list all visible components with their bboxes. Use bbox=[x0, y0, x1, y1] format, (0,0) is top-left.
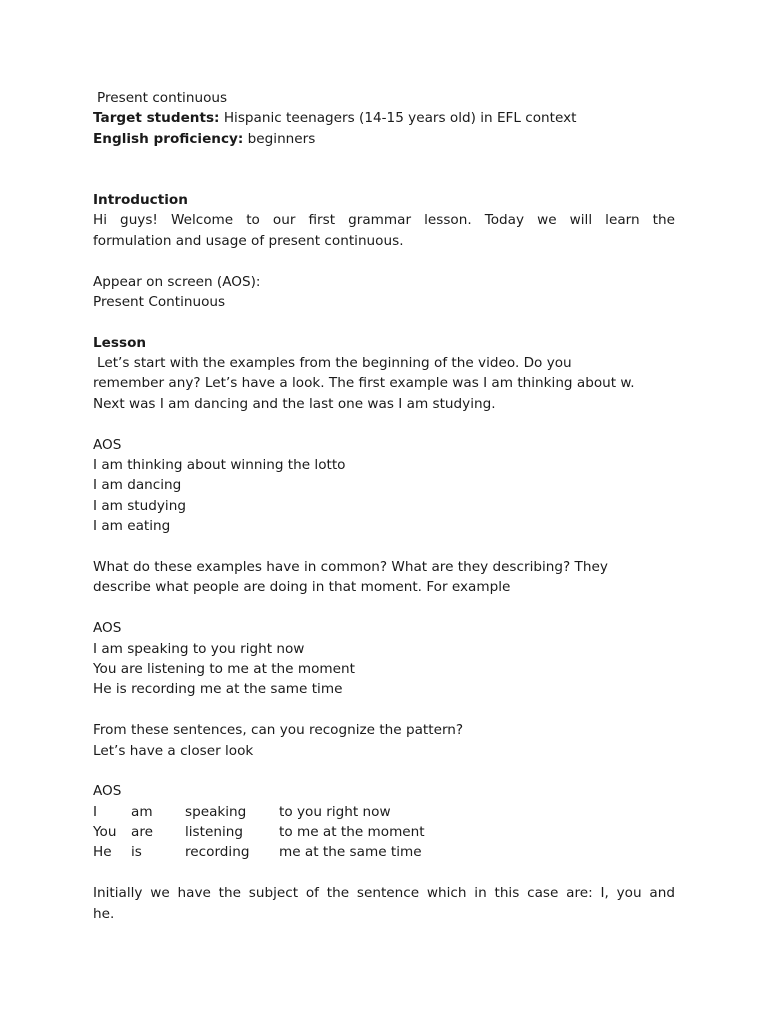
aos-label: AOS bbox=[93, 783, 122, 800]
spacer bbox=[93, 537, 675, 557]
target-students-value: Hispanic teenagers (14-15 years old) in EFL context bbox=[219, 110, 577, 127]
proficiency-value: beginners bbox=[243, 130, 316, 147]
introduction-line-1: Hi guys! Welcome to our first grammar lesson. Today we will learn the bbox=[93, 212, 675, 229]
spacer bbox=[93, 761, 675, 781]
pattern-subject: He bbox=[93, 844, 112, 861]
pattern-verb: speaking bbox=[185, 803, 247, 820]
lesson-para1-line: Let’s start with the examples from the beginning of the video. Do you bbox=[97, 355, 572, 372]
spacer bbox=[93, 149, 675, 190]
introduction-line-2: formulation and usage of present continuous. bbox=[93, 232, 404, 249]
aos-example: I am studying bbox=[93, 497, 186, 514]
spacer bbox=[93, 700, 675, 720]
aos-text-intro: Present Continuous bbox=[93, 293, 226, 310]
pattern-aux: am bbox=[131, 803, 153, 820]
pattern-aux: is bbox=[131, 844, 142, 861]
aos-label-intro: Appear on screen (AOS): bbox=[93, 273, 261, 290]
lesson-para4-line: Initially we have the subject of the sentence which in this case are: I, you and bbox=[93, 885, 675, 902]
pattern-row bbox=[93, 822, 675, 842]
pattern-verb: recording bbox=[185, 844, 250, 861]
aos-example: I am speaking to you right now bbox=[93, 640, 305, 657]
topic-title: Present continuous bbox=[97, 90, 228, 106]
aos-example: I am thinking about winning the lotto bbox=[93, 457, 346, 474]
proficiency-label: English proficiency: bbox=[93, 130, 244, 147]
aos-example: He is recording me at the same time bbox=[93, 681, 343, 698]
lesson-para2-line: What do these examples have in common? What are they describing? They bbox=[93, 559, 608, 575]
aos-example: I am dancing bbox=[93, 477, 182, 494]
pattern-subject: You bbox=[93, 824, 117, 841]
proficiency-line bbox=[93, 129, 675, 149]
spacer bbox=[93, 312, 675, 332]
pattern-complement: to me at the moment bbox=[279, 824, 425, 841]
lesson-para4-line: he. bbox=[93, 905, 115, 922]
spacer bbox=[93, 863, 675, 883]
pattern-row bbox=[93, 842, 675, 862]
pattern-complement: me at the same time bbox=[279, 844, 422, 861]
pattern-aux: are bbox=[131, 824, 153, 841]
pattern-row bbox=[93, 802, 675, 822]
introduction-heading: Introduction bbox=[93, 191, 188, 208]
spacer bbox=[93, 414, 675, 434]
lesson-para2-line: describe what people are doing in that moment. For example bbox=[93, 579, 511, 596]
aos-label: AOS bbox=[93, 436, 122, 453]
lesson-para3-line: Let’s have a closer look bbox=[93, 742, 254, 759]
target-students-line bbox=[93, 108, 675, 128]
lesson-heading: Lesson bbox=[93, 334, 147, 351]
spacer bbox=[93, 251, 675, 271]
pattern-subject: I bbox=[93, 803, 98, 820]
aos-label: AOS bbox=[93, 620, 122, 637]
document-page bbox=[93, 88, 675, 924]
lesson-para1-line: remember any? Let’s have a look. The first example was I am thinking about w. bbox=[93, 375, 635, 392]
pattern-complement: to you right now bbox=[279, 803, 391, 820]
target-students-label: Target students: bbox=[93, 110, 220, 127]
pattern-verb: listening bbox=[185, 824, 243, 841]
lesson-para3-line: From these sentences, can you recognize the pattern? bbox=[93, 722, 464, 739]
aos-example: I am eating bbox=[93, 518, 171, 535]
aos-example: You are listening to me at the moment bbox=[93, 660, 355, 677]
spacer bbox=[93, 598, 675, 618]
lesson-para1-line: Next was I am dancing and the last one was I am studying. bbox=[93, 395, 496, 412]
